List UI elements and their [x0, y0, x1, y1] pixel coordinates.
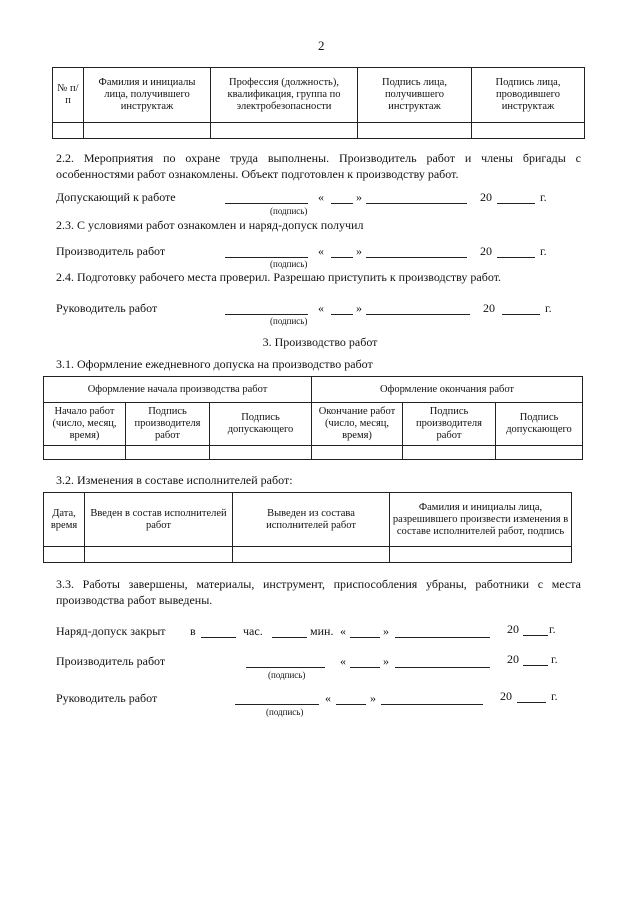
day-field[interactable]: [331, 257, 353, 258]
month-field[interactable]: [366, 257, 467, 258]
quote-close: »: [356, 244, 362, 258]
year-field[interactable]: [517, 702, 546, 703]
year-prefix: 20: [507, 652, 519, 666]
signature-field[interactable]: [246, 667, 325, 668]
header-cell: Подпись лица, получившего инструктаж: [358, 68, 472, 123]
quote-open: «: [318, 190, 324, 204]
producer-label: Производитель работ: [56, 244, 166, 258]
signature-caption: (подпись): [270, 259, 308, 269]
admitting-label: Допускающий к работе: [56, 190, 176, 204]
hours-label: час.: [243, 624, 263, 638]
page-number: 2: [318, 38, 325, 53]
quote-close: »: [383, 624, 389, 638]
section-3-title: 3. Производство работ: [262, 335, 378, 349]
year-prefix: 20: [483, 301, 495, 315]
cell[interactable]: [126, 446, 210, 460]
cell[interactable]: [44, 547, 85, 563]
quote-close: »: [370, 691, 376, 705]
quote-open: «: [340, 654, 346, 668]
header-cell: Дата, время: [44, 493, 85, 547]
cell[interactable]: [312, 446, 403, 460]
quote-close: »: [356, 190, 362, 204]
month-field[interactable]: [395, 637, 490, 638]
quote-open: «: [318, 244, 324, 258]
header-cell: Фамилия и инициалы лица, получившего инструктаж: [84, 68, 211, 123]
daily-admission-table: [43, 376, 583, 460]
minutes-label: мин.: [310, 624, 334, 638]
producer-label: Производитель работ: [56, 654, 166, 668]
day-field[interactable]: [336, 704, 366, 705]
section-2-3: 2.3. С условиями работ ознакомлен и наряд-допуск получил: [56, 218, 364, 232]
signature-caption: (подпись): [266, 707, 304, 717]
year-field[interactable]: [502, 314, 540, 315]
minutes-field[interactable]: [272, 637, 307, 638]
cell[interactable]: [53, 123, 84, 139]
cell[interactable]: [211, 123, 358, 139]
signature-caption: (подпись): [270, 316, 308, 326]
closed-label: Наряд-допуск закрыт: [56, 624, 166, 638]
signature-field[interactable]: [225, 203, 308, 204]
signature-caption: (подпись): [268, 670, 306, 680]
table-row: [44, 446, 583, 460]
header-cell: Подпись производителя работ: [403, 403, 496, 446]
cell[interactable]: [403, 446, 496, 460]
table-row: [53, 123, 585, 139]
header-cell: Окончание работ (число, месяц, время): [312, 403, 403, 446]
year-suffix: г.: [551, 689, 558, 703]
section-3-2: 3.2. Изменения в составе исполнителей работ:: [56, 473, 293, 487]
cell[interactable]: [84, 123, 211, 139]
header-cell: № п/п: [53, 68, 84, 123]
cell[interactable]: [390, 547, 572, 563]
table-row: [44, 547, 572, 563]
header-cell: Выведен из состава исполнителей работ: [233, 493, 390, 547]
year-prefix: 20: [480, 244, 492, 258]
year-prefix: 20: [507, 622, 519, 636]
year-prefix: 20: [500, 689, 512, 703]
header-cell: Подпись допускающего: [496, 403, 583, 446]
manager-label: Руководитель работ: [56, 301, 158, 315]
day-field[interactable]: [350, 667, 380, 668]
header-cell: Подпись производителя работ: [126, 403, 210, 446]
signature-field[interactable]: [235, 704, 319, 705]
header-cell: Введен в состав исполнителей работ: [85, 493, 233, 547]
year-field[interactable]: [497, 203, 535, 204]
month-field[interactable]: [366, 203, 467, 204]
quote-close: »: [356, 301, 362, 315]
day-field[interactable]: [331, 314, 353, 315]
header-cell: Профессия (должность), квалификация, группа по электробезопасности: [211, 68, 358, 123]
manager-label: Руководитель работ: [56, 691, 158, 705]
year-suffix: г.: [549, 622, 556, 636]
year-suffix: г.: [545, 301, 552, 315]
group-header-end: Оформление окончания работ: [312, 377, 583, 403]
section-2-2: 2.2. Мероприятия по охране труда выполнены. Производитель работ и члены бригады с особенностями работ ознакомлены. Объект подготовлен к производству работ.: [56, 151, 581, 181]
month-field[interactable]: [366, 314, 470, 315]
day-field[interactable]: [331, 203, 353, 204]
header-cell: Подпись лица, проводившего инструктаж: [472, 68, 585, 123]
quote-open: «: [340, 624, 346, 638]
briefing-table: [52, 67, 585, 139]
section-2-4: 2.4. Подготовку рабочего места проверил. Разрешаю приступить к производству работ.: [56, 270, 502, 284]
group-header-start: Оформление начала производства работ: [44, 377, 312, 403]
month-field[interactable]: [395, 667, 490, 668]
quote-open: «: [325, 691, 331, 705]
signature-caption: (подпись): [270, 206, 308, 216]
signature-field[interactable]: [225, 314, 308, 315]
month-field[interactable]: [381, 704, 483, 705]
cell[interactable]: [44, 446, 126, 460]
quote-open: «: [318, 301, 324, 315]
year-field[interactable]: [523, 635, 548, 636]
year-suffix: г.: [551, 652, 558, 666]
signature-field[interactable]: [225, 257, 308, 258]
at-label: в: [190, 624, 196, 638]
year-prefix: 20: [480, 190, 492, 204]
year-suffix: г.: [540, 190, 547, 204]
quote-close: »: [383, 654, 389, 668]
hours-field[interactable]: [201, 637, 236, 638]
year-field[interactable]: [497, 257, 535, 258]
header-cell: Начало работ (число, месяц, время): [44, 403, 126, 446]
section-3-3: 3.3. Работы завершены, материалы, инструмент, приспособления убраны, работники с места производства работ выведены.: [56, 577, 581, 607]
year-field[interactable]: [523, 665, 548, 666]
year-suffix: г.: [540, 244, 547, 258]
section-3-1: 3.1. Оформление ежедневного допуска на производство работ: [56, 357, 373, 371]
cell[interactable]: [496, 446, 583, 460]
crew-changes-table: [43, 492, 572, 563]
header-cell: Фамилия и инициалы лица, разрешившего произвести изменения в составе исполнителей работ, подпись: [390, 493, 572, 547]
cell[interactable]: [233, 547, 390, 563]
day-field[interactable]: [350, 637, 380, 638]
cell[interactable]: [472, 123, 585, 139]
cell[interactable]: [210, 446, 312, 460]
cell[interactable]: [85, 547, 233, 563]
header-cell: Подпись допускающего: [210, 403, 312, 446]
cell[interactable]: [358, 123, 472, 139]
